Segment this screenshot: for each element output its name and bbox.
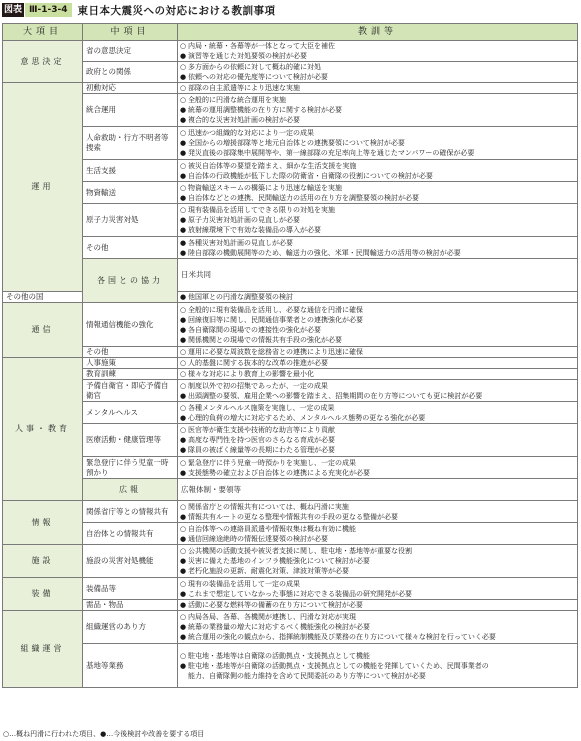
lesson-item bbox=[180, 51, 575, 61]
filled-circle-icon: ● bbox=[180, 567, 187, 575]
lessons-cell bbox=[178, 501, 578, 523]
open-circle-icon: ○ bbox=[180, 84, 187, 92]
lessons-cell bbox=[178, 402, 578, 424]
lesson-item bbox=[180, 435, 575, 445]
table-row bbox=[3, 611, 578, 644]
lessons-cell bbox=[178, 380, 578, 402]
filled-circle-icon: ● bbox=[180, 601, 187, 609]
lessons-cell bbox=[178, 83, 578, 94]
lesson-item bbox=[180, 534, 575, 544]
lessons-cell bbox=[178, 62, 578, 83]
filled-circle-icon: ● bbox=[180, 335, 187, 344]
filled-circle-icon: ● bbox=[180, 73, 187, 81]
lesson-text: 自治体の行政機能が低下した際の防衛省・自衛隊の役割についての検討が必要 bbox=[188, 171, 433, 180]
footnote: ○…概ね円滑に行われた項目、●…今後検討や改善を要する項目 bbox=[3, 730, 205, 738]
mid-category-cell: 情報通信機能の強化 bbox=[83, 303, 178, 347]
open-circle-icon: ○ bbox=[180, 579, 187, 588]
filled-circle-icon: ● bbox=[180, 226, 187, 234]
figure-badge: 図表 bbox=[4, 5, 23, 15]
lesson-item bbox=[180, 579, 575, 589]
open-circle-icon: ○ bbox=[180, 613, 187, 621]
lesson-item bbox=[180, 468, 575, 478]
lesson-item bbox=[180, 589, 575, 599]
lesson-text: 発災直後の部隊集中展開等や、第一線部隊の充足率向上等を通じたマンパワーの確保が必要 bbox=[188, 149, 475, 157]
figure-number: Ⅲ-1-3-4 bbox=[25, 3, 72, 17]
filled-circle-icon: ● bbox=[180, 589, 187, 598]
filled-circle-icon: ● bbox=[180, 633, 187, 641]
lessons-cell bbox=[178, 578, 578, 600]
lesson-text: 運用に必要な周波数を総務省との連携により迅速に確保 bbox=[188, 348, 363, 356]
lesson-item bbox=[180, 62, 575, 72]
filled-circle-icon: ● bbox=[180, 193, 187, 202]
lesson-text: 関係省庁との情報共有については、概ね円滑に実施 bbox=[188, 502, 349, 511]
lesson-text: 制度以外で初の招集であったが、一定の成果 bbox=[188, 381, 328, 390]
lesson-item bbox=[180, 325, 575, 335]
open-circle-icon: ○ bbox=[180, 359, 187, 367]
lesson-text: 老朽化施設の更新、耐震化対策、津波対策等が必要 bbox=[188, 567, 349, 575]
major-category-cell: 人事・教育 bbox=[3, 358, 83, 501]
lessons-table bbox=[2, 23, 578, 688]
table-row bbox=[3, 259, 578, 292]
lesson-item bbox=[180, 600, 575, 610]
table-row bbox=[3, 424, 578, 457]
lesson-item bbox=[180, 72, 575, 82]
lessons-cell bbox=[178, 94, 578, 127]
table-body bbox=[3, 41, 578, 688]
table-row bbox=[3, 358, 578, 369]
major-category-cell: 装備 bbox=[3, 578, 83, 611]
open-circle-icon: ○ bbox=[180, 206, 187, 214]
lesson-item bbox=[180, 193, 575, 203]
lesson-text: 駐屯地・基地等が自衛隊の活動拠点・支援拠点としての機能を発揮していくため、民間事業者の bbox=[188, 661, 489, 670]
lesson-item bbox=[180, 41, 575, 51]
lesson-text: 自治体等への連絡員派遣や情報収集は概ね有効に機能 bbox=[188, 524, 356, 533]
major-category-cell: 通信 bbox=[3, 303, 83, 358]
mid-category-cell: 原子力災害対処 bbox=[83, 204, 178, 237]
table-row bbox=[3, 402, 578, 424]
lesson-text: 全般的に現有装備品を活用し、必要な通信を円滑に確保 bbox=[188, 305, 363, 314]
lessons-cell bbox=[178, 160, 578, 182]
table-row bbox=[3, 523, 578, 545]
lesson-item bbox=[180, 546, 575, 556]
mid-category-cell: 組織運営のあり方 bbox=[83, 611, 178, 644]
lessons-cell bbox=[178, 369, 578, 380]
lesson-text: 演習等を通じた対処要領の検討が必要 bbox=[188, 52, 307, 60]
lesson-item bbox=[180, 148, 575, 158]
lessons-cell bbox=[178, 204, 578, 237]
lessons-cell bbox=[178, 182, 578, 204]
open-circle-icon: ○ bbox=[180, 403, 187, 412]
major-category-cell: 広報 bbox=[83, 479, 178, 501]
lesson-item bbox=[180, 458, 575, 468]
lesson-item bbox=[180, 524, 575, 534]
lessons-cell bbox=[178, 600, 578, 611]
lesson-text: 回線復旧等に関し、民間通信事業者との連携強化が必要 bbox=[188, 315, 363, 324]
lessons-cell bbox=[178, 41, 578, 62]
filled-circle-icon: ● bbox=[180, 446, 187, 454]
filled-circle-icon: ● bbox=[180, 468, 187, 477]
lesson-text: 統合運用の強化の観点から、指揮統制機能及び業務の在り方について様々な検討を行っていく必要 bbox=[188, 633, 496, 641]
open-circle-icon: ○ bbox=[180, 426, 187, 434]
lesson-text: 現有の装備品を活用して一定の成果 bbox=[188, 579, 300, 588]
mid-category-cell: メンタルヘルス bbox=[83, 402, 178, 424]
lesson-item bbox=[180, 347, 575, 357]
lesson-text: これまで想定していなかった事態に対応できる装備品の研究開発が必要 bbox=[188, 589, 412, 598]
lesson-item bbox=[180, 612, 575, 622]
lessons-cell bbox=[178, 457, 578, 479]
header-lessons: 教訓等 bbox=[178, 24, 578, 41]
filled-circle-icon: ● bbox=[180, 557, 187, 565]
lesson-text: 陸自部隊の機動展開等のため、輸送力の強化、米軍・民間輸送力の活用等の検討が必要 bbox=[188, 248, 461, 257]
lessons-cell bbox=[178, 545, 578, 578]
lessons-cell bbox=[178, 644, 578, 688]
table-row bbox=[3, 545, 578, 578]
filled-circle-icon: ● bbox=[180, 661, 187, 670]
table-row bbox=[3, 479, 578, 501]
lesson-item bbox=[180, 225, 575, 235]
lesson-text: 緊急登庁に伴う児童一時預かりを実施し、一定の成果 bbox=[188, 458, 356, 467]
table-row bbox=[3, 182, 578, 204]
lesson-text: 情報共有ルートの更なる整理や情報共有の手段の更なる整備が必要 bbox=[188, 512, 398, 521]
lesson-item bbox=[180, 556, 575, 566]
mid-category-cell: 医療活動・健康管理等 bbox=[83, 424, 178, 457]
lesson-item bbox=[180, 358, 575, 368]
lesson-item bbox=[180, 205, 575, 215]
filled-circle-icon: ● bbox=[180, 139, 187, 147]
lesson-text: 各種メンタルヘルス施策を実施し、一定の成果 bbox=[188, 403, 335, 412]
mid-category-cell: 基地等業務 bbox=[83, 644, 178, 688]
lesson-item bbox=[180, 369, 575, 379]
filled-circle-icon: ● bbox=[180, 52, 187, 60]
mid-category-cell: 関係省庁等との情報共有 bbox=[83, 501, 178, 523]
lessons-cell bbox=[178, 424, 578, 457]
open-circle-icon: ○ bbox=[180, 63, 187, 71]
mid-category-cell: 広報体制・要領等 bbox=[178, 479, 578, 501]
lesson-item bbox=[180, 403, 575, 413]
lesson-text: 現有装備品を活用してできる限りの対処を実施 bbox=[188, 206, 335, 214]
lesson-text: 高度な専門性を持つ医官のさらなる育成が必要 bbox=[188, 436, 335, 444]
mid-category-cell: 装備品等 bbox=[83, 578, 178, 600]
lesson-item bbox=[180, 671, 575, 681]
lesson-text: 自治体などとの連携、民間輸送力の活用の在り方を調整要領の検討が必要 bbox=[188, 193, 419, 202]
open-circle-icon: ○ bbox=[180, 305, 187, 314]
table-row bbox=[3, 160, 578, 182]
filled-circle-icon: ● bbox=[180, 171, 187, 180]
lesson-text: 内局・統幕・各幕等が一体となって大臣を補佐 bbox=[188, 42, 335, 50]
lesson-text: 通信回線途絶時の情報伝達要領の検討が必要 bbox=[188, 534, 328, 543]
lessons-cell bbox=[178, 292, 578, 303]
lesson-text: 全国からの増援部隊等と地元自治体との連携要領について検討が必要 bbox=[188, 139, 405, 147]
major-category-cell: 各国との協力 bbox=[83, 259, 178, 303]
lesson-item bbox=[180, 651, 575, 661]
lesson-text: 他国軍との円滑な調整要領の検討 bbox=[188, 293, 293, 301]
lesson-item bbox=[180, 138, 575, 148]
lesson-text: 多方面からの依頼に対して概ね的確に対処 bbox=[188, 63, 321, 71]
lesson-item bbox=[180, 183, 575, 193]
filled-circle-icon: ● bbox=[180, 325, 187, 334]
lesson-item bbox=[180, 661, 575, 671]
mid-category-cell: 統合運用 bbox=[83, 94, 178, 127]
major-category-cell: 組織運営 bbox=[3, 611, 83, 688]
open-circle-icon: ○ bbox=[180, 348, 187, 356]
filled-circle-icon: ● bbox=[180, 116, 187, 124]
table-row bbox=[3, 369, 578, 380]
mid-category-cell: その他の国 bbox=[3, 292, 83, 303]
table-row bbox=[3, 600, 578, 611]
filled-circle-icon: ● bbox=[180, 293, 187, 301]
table-row bbox=[3, 83, 578, 94]
lesson-text: 複合的な災害対処計画の検討が必要 bbox=[188, 116, 300, 124]
lesson-item bbox=[180, 512, 575, 522]
open-circle-icon: ○ bbox=[180, 524, 187, 533]
lesson-text: 全般的に円滑な統合運用を実施 bbox=[188, 96, 286, 104]
lesson-item bbox=[180, 305, 575, 315]
lesson-item bbox=[180, 238, 575, 248]
table-row bbox=[3, 127, 578, 160]
table-row bbox=[3, 62, 578, 83]
lesson-text: 迅速かつ組織的な対応により一定の成果 bbox=[188, 129, 314, 137]
major-category-cell: 意思決定 bbox=[3, 41, 83, 83]
mid-category-cell: 日米共同 bbox=[178, 259, 578, 292]
header-mid: 中項目 bbox=[83, 24, 178, 41]
lesson-text: 依頼への対応の優先度等について検討が必要 bbox=[188, 73, 328, 81]
table-row bbox=[3, 501, 578, 523]
open-circle-icon: ○ bbox=[180, 547, 187, 555]
mid-category-cell: 教育訓練 bbox=[83, 369, 178, 380]
open-circle-icon: ○ bbox=[180, 42, 187, 50]
lesson-text: 各種災害対処計画の見直しが必要 bbox=[188, 238, 293, 247]
lesson-item bbox=[180, 566, 575, 576]
lesson-item bbox=[180, 248, 575, 258]
lesson-item bbox=[180, 292, 575, 302]
table-row bbox=[3, 41, 578, 62]
lesson-text: 人的基盤に関する抜本的な改革の推進が必要 bbox=[188, 359, 328, 367]
filled-circle-icon: ● bbox=[180, 248, 187, 257]
filled-circle-icon: ● bbox=[180, 315, 187, 324]
open-circle-icon: ○ bbox=[180, 381, 187, 390]
mid-category-cell: 自治体との情報共有 bbox=[83, 523, 178, 545]
lesson-text: 災害に備えた基地のインフラ機能強化について検討が必要 bbox=[188, 557, 370, 565]
lessons-cell bbox=[178, 347, 578, 358]
mid-category-cell: 省の意思決定 bbox=[83, 41, 178, 62]
filled-circle-icon: ● bbox=[180, 149, 187, 157]
table-row bbox=[3, 578, 578, 600]
mid-category-cell: その他 bbox=[83, 237, 178, 259]
open-circle-icon: ○ bbox=[180, 161, 187, 170]
mid-category-cell: 施設の災害対処機能 bbox=[83, 545, 178, 578]
lesson-text: 被災自治体等の要望を踏まえ、細かな生活支援を実施 bbox=[188, 161, 357, 170]
figure-title: 東日本大震災への対応における教訓事項 bbox=[77, 4, 276, 17]
lesson-text: 支援態勢の確立および自治体との連携による充実化が必要 bbox=[188, 468, 370, 477]
mid-category-cell: 政府との関係 bbox=[83, 62, 178, 83]
mid-category-cell: 緊急登庁に伴う児童一時預かり bbox=[83, 457, 178, 479]
open-circle-icon: ○ bbox=[180, 502, 187, 511]
lesson-text: 活動に必要な燃料等の備蓄の在り方について検討が必要 bbox=[188, 601, 363, 609]
lesson-text: 物資輸送スキームの構築により迅速な輸送を実施 bbox=[188, 183, 342, 192]
mid-category-cell: 生活支援 bbox=[83, 160, 178, 182]
mid-category-cell: その他 bbox=[83, 347, 178, 358]
filled-circle-icon: ● bbox=[180, 512, 187, 521]
lesson-item bbox=[180, 83, 575, 93]
lesson-item bbox=[180, 381, 575, 391]
lesson-item bbox=[180, 215, 575, 225]
filled-circle-icon: ● bbox=[180, 216, 187, 224]
lesson-text: 医官等が衛生支援や技術的な助言等により貢献 bbox=[188, 426, 335, 434]
lesson-text: 内局各局、各幕、各機関が連携し、円滑な対応が実現 bbox=[188, 613, 356, 621]
lessons-cell bbox=[178, 358, 578, 369]
lesson-text: 公共機関の活動支援や被災者支援に関し、駐屯地・基地等が重要な役割 bbox=[188, 547, 412, 555]
open-circle-icon: ○ bbox=[180, 458, 187, 467]
filled-circle-icon: ● bbox=[180, 413, 187, 422]
table-row bbox=[3, 303, 578, 347]
lesson-item bbox=[180, 161, 575, 171]
lesson-text: 放射線環境下で有効な装備品の導入が必要 bbox=[188, 226, 321, 234]
open-circle-icon: ○ bbox=[180, 370, 187, 378]
figure-title-bar bbox=[2, 2, 276, 18]
lessons-cell bbox=[178, 237, 578, 259]
lesson-item bbox=[180, 632, 575, 642]
table-row bbox=[3, 347, 578, 358]
header-major: 大項目 bbox=[3, 24, 83, 41]
lesson-item bbox=[180, 425, 575, 435]
table-row bbox=[3, 457, 578, 479]
filled-circle-icon: ● bbox=[180, 534, 187, 543]
major-category-cell: 運用 bbox=[3, 83, 83, 292]
mid-category-cell: 人事施策 bbox=[83, 358, 178, 369]
lesson-text: 駐屯地・基地等は自衛隊の活動拠点・支援拠点として機能 bbox=[188, 651, 370, 660]
table-row bbox=[3, 644, 578, 688]
lesson-item bbox=[180, 413, 575, 423]
filled-circle-icon: ● bbox=[180, 106, 187, 114]
lesson-item bbox=[180, 171, 575, 181]
lesson-item bbox=[180, 502, 575, 512]
lesson-text: 能力、自衛隊側の能力維持を含めて民間委託のあり方等について検討が必要 bbox=[188, 671, 426, 680]
open-circle-icon: ○ bbox=[180, 183, 187, 192]
filled-circle-icon: ● bbox=[180, 623, 187, 631]
mid-category-cell: 人命救助・行方不明者等捜索 bbox=[83, 127, 178, 160]
lesson-item bbox=[180, 622, 575, 632]
lesson-text: 隊員の被ばく線量等の長期にわたる管理が必要 bbox=[188, 446, 335, 454]
lesson-item bbox=[180, 335, 575, 345]
table-row bbox=[3, 94, 578, 127]
lesson-item bbox=[180, 115, 575, 125]
mid-category-cell: 物資輸送 bbox=[83, 182, 178, 204]
lesson-item bbox=[180, 95, 575, 105]
lesson-item bbox=[180, 128, 575, 138]
lesson-item bbox=[180, 105, 575, 115]
open-circle-icon: ○ bbox=[180, 96, 187, 104]
lesson-text: 統幕の業務量の増大に対応するべく機能強化の検討が必要 bbox=[188, 623, 370, 631]
mid-category-cell: 初動対応 bbox=[83, 83, 178, 94]
table-row bbox=[3, 204, 578, 237]
lessons-cell bbox=[178, 523, 578, 545]
lesson-text: 統幕の運用調整機能の在り方に関する検討が必要 bbox=[188, 106, 342, 114]
lessons-cell bbox=[178, 303, 578, 347]
lesson-text: 各自衛隊間の現場での連接性の強化が必要 bbox=[188, 325, 321, 334]
filled-circle-icon: ● bbox=[180, 391, 187, 400]
lesson-text: 出頭調整の要領、雇用企業への影響を踏まえ、招集期間の在り方等についても更に検討が必要 bbox=[188, 391, 483, 400]
table-row bbox=[3, 380, 578, 402]
filled-circle-icon: ● bbox=[180, 238, 187, 247]
lesson-item bbox=[180, 445, 575, 455]
lesson-text: 部隊の自主派遣等により迅速な実施 bbox=[188, 84, 300, 92]
lesson-item bbox=[180, 391, 575, 401]
lessons-cell bbox=[178, 127, 578, 160]
lesson-text: 心理的負荷の増大に対応するため、メンタルヘルス態勢の更なる強化が必要 bbox=[188, 413, 426, 422]
major-category-cell: 施設 bbox=[3, 545, 83, 578]
mid-category-cell: 予備自衛官・即応予備自衛官 bbox=[83, 380, 178, 402]
lesson-text: 関係機関との現場での情報共有手段の強化が必要 bbox=[188, 335, 342, 344]
lesson-text: 様々な対応により教育上の影響を最小化 bbox=[188, 370, 314, 378]
table-row bbox=[3, 237, 578, 259]
open-circle-icon: ○ bbox=[180, 651, 187, 660]
lesson-item bbox=[180, 315, 575, 325]
mid-category-cell: 需品・物品 bbox=[83, 600, 178, 611]
lesson-text: 原子力災害対処計画の見直しが必要 bbox=[188, 216, 300, 224]
table-header-row bbox=[3, 24, 578, 41]
lessons-cell bbox=[178, 611, 578, 644]
open-circle-icon: ○ bbox=[180, 129, 187, 137]
major-category-cell: 情報 bbox=[3, 501, 83, 545]
filled-circle-icon: ● bbox=[180, 436, 187, 444]
